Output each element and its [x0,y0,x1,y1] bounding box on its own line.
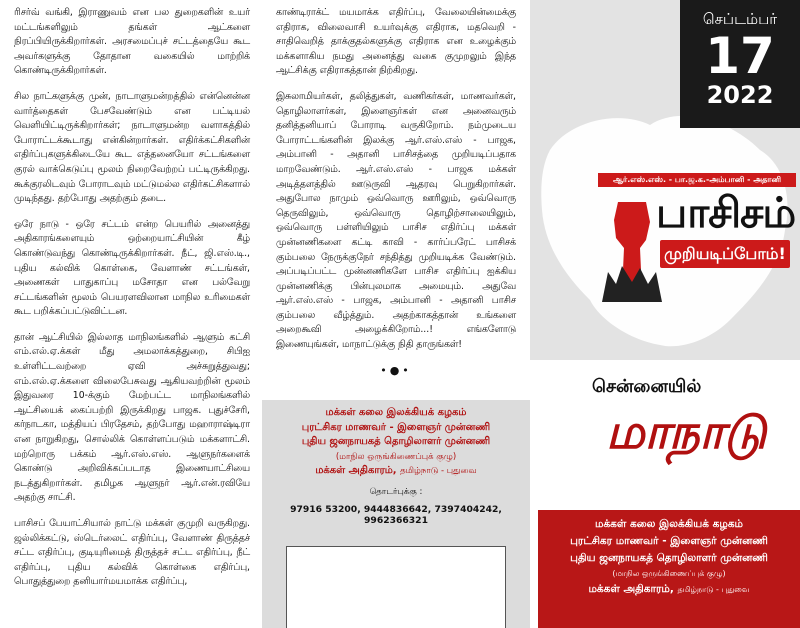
left-paragraph-4: தான் ஆட்சியில் இல்லாத மாநிலங்களில் ஆளும் கட்சி எம்.எல்.ஏ.க்கள் மீது அமலாக்கத்துறை, சிபிஐ உள்ளிட்டவற்றை ஏவி அச்சுறுத்துவது; எம்.எல்.ஏ.க்களை விலைபேசுவது ஆகியவற்றின் மூலம் இதுவரை 10-க்கும் மேற்பட்ட மாநிலங்களில் ஆட்சியைக் கைப்பற்றி இருக்கிறது பாஜக. புதுச்சேரி, கர்நாடகா, மத்தியப் பிரதேசம், தற்போது மஹாராஷ்டிரா என நாறுகிறது, சொல்லிக் கொள்ளப்படும் மக்களாட்சி. மற்றொரு பக்கம் ஆர்.எஸ்.எஸ். ஆளுநர்களைக் கொண்டு அறிவிக்கப்படாத இணையாட்சியை நடத்துகிறார்கள். தமிழக ஆளுநர் ஆர்.என்.ரவியே அதற்கு சாட்சி. [14,331,250,504]
defeat-slogan: முறியடிப்போம்! [660,240,790,268]
cover-org-line-4: (மாநில ஒருங்கிணைப்புக் குழு) [612,569,726,578]
org-line-5 [272,464,520,479]
cover-org-line-1: மக்கள் கலை இலக்கியக் கழகம் [595,518,743,530]
phone-numbers: 97916 53200, 9444836642, 7397404242, 9962366321 [290,503,502,526]
conference-title: மாநாடு [606,404,766,460]
event-year: 2022 [706,81,774,109]
raised-fist-icon [602,192,662,302]
cover-org-line-2: புரட்சிகர மாணவர் - இளைஞர் முன்னணி [570,535,768,547]
separator-dots: •●• [380,363,412,377]
middle-text-column [262,0,530,628]
middle-paragraph-1: காண்டிராக்ட் மயமாக்க எதிர்ப்பு, வேலையின்மைக்கு எதிராக, விலைவாசி உயர்வுக்கு எதிராக, மதவெறி - சாதிவெறித் தாக்குதல்களுக்கு எதிராக என உழைக்கும் மக்களாகிய நமது அனைத்து வகை குமுறலும் இந்த ஆட்சிக்கு எதிராகத்தான் நிற்கிறது. [276,7,516,77]
org-makkal-adhikaram: மக்கள் அதிகாரம், [315,465,397,477]
cover-org-region: தமிழ்நாடு - புதுவை [677,585,750,594]
left-paragraph-3: ஒரே நாடு - ஒரே சட்டம் என்ற பெயரில் அனைத்து அதிகாரங்களையும் ஒற்றையாட்சியின் கீழ் கொண்டுவந்து கொண்டிருக்கிறார்கள். நீட், ஜி.எஸ்.டி., புதிய கல்விக் கொள்கை, வேளாண் சட்டங்கள், அணைகள் பாதுகாப்பு மசோதா என பல்வேறு சட்டங்களின் மூலம் பெயரளவிலான மாநில உரிமைகள் கூட பறிக்கப்பட்டுவிட்டன. [14,218,250,318]
left-paragraph-5: பாசிசப் பேயாட்சியால் நாட்டு மக்கள் குமுறி வருகிறது. ஜல்லிக்கட்டு, ஸ்டெர்லைட் எதிர்ப்பு, வேளாண் திருத்தச் சட்ட எதிர்ப்பு, குடியுரிமைத் திருத்தச் சட்ட எதிர்ப்பு, நீட் எதிர்ப்பு, புதிய கல்விக் கொள்கை எதிர்ப்பு, பொதுத்துறை தனியார்மயமாக்க எதிர்ப்பு, [14,518,250,588]
org-line-4 [272,450,520,465]
org-line-2: புரட்சிகர மாணவர் - இளைஞர் முன்னணி [301,421,491,433]
cover-organizations-box [538,510,800,628]
city-label: சென்னையில் [592,376,702,397]
left-text-column [0,0,262,628]
event-date-box [680,0,800,128]
slogan-bar: ஆர்.எஸ்.எஸ். - பா.ஜ.க.-அம்பானி - அதானி [598,173,796,187]
organizations-box [262,400,530,628]
cover-panel [530,0,800,628]
cover-org-line-3: புதிய ஜனநாயகத் தொழிலாளர் முன்னணி [570,552,768,564]
cover-org-line-5 [538,581,800,598]
address-blank-box [286,546,506,628]
left-paragraph-1: ரிசர்வ் வங்கி, இராணுவம் என பல துறைகளின் உயர் மட்டங்களிலும் தங்கள் ஆட்களை நிரப்பியிருக்கிறார்கள். அரசமைப்புச் சட்டத்தையே கூட அவர்களுக்கு தோதான வகையில் மாற்றிக் கொண்டிருக்கிறார்கள். [14,7,250,77]
org-line-1: மக்கள் கலை இலக்கியக் கழகம் [325,407,467,418]
org-region: தமிழ்நாடு - புதுவை [400,466,477,477]
org-committee-note: (மாநில ஒருங்கிணைப்புக் குழு) [335,451,457,462]
cover-makkal-adhikaram: மக்கள் அதிகாரம், [588,583,674,595]
left-paragraph-2: சில நாட்களுக்கு முன், நாடாளுமன்றத்தில் என்னென்ன வார்த்தைகள் பேசவேண்டும் என பட்டியல் வெளியிட்டிருக்கிறார்கள்; நாடாளுமன்ற வளாகத்தில் போராட்டக்கூடாது என்கின்றார்கள். எதிர்க்கட்சிகளின் எதிர்ப்புகளுக்கிடையே கூட எத்தனையோ சட்டங்களை குரல் வாக்கெடுப்பு மூலம் நிறைவேற்றப் பட்டிருக்கிறது. கூக்குரலிடவும் போராடவும் மட்டுமல்ல எதிர்கட்சிகளால் முடிந்தது. தற்போது அதற்கும் தடை. [14,90,250,205]
org-line-3: புதிய ஜனநாயகத் தொழிலாளர் முன்னணி [301,436,491,448]
middle-paragraph-2: இசுலாமியர்கள், தலித்துகள், வணிகர்கள், மாணவர்கள், தொழிலாளர்கள், இளைஞர்கள் என அனைவரும் தனித்தனியாப் போராடி வருகிறோம். நம்முடைய போராட்டங்களின் இலக்கு ஆர்.எஸ்.எஸ் - பாஜக, அம்பானி - அதானி பாசிசத்தை முறியடிப்பதாக மாறவேண்டும். ஆர்.எஸ்.எஸ் - பாஜக மக்கள் அடித்தளத்தில் ஊடுருவி ஆதரவு பெறுகிறார்கள். அதுபோல நாமும் ஒவ்வொரு ஊரிலும், ஒவ்வொரு தெருவிலும், ஒவ்வொரு தொழிற்சாலையிலும், ஒவ்வொரு பள்ளியிலும் பாசிச எதிர்ப்பு மக்கள் முன்னணிகளை கட்டி காவி - கார்ப்பரேட் பாசிசக் கும்பலை நேருக்குநேர் சந்தித்து முறியடிக்க வேண்டும். அப்படிப்பட்ட முன்னணிகளே பாசிச எதிர்ப்பு ஐக்கிய முன்னணிக்கு பின்புலமாக அமையும். அதுவே ஆர்.எஸ்.எஸ் - பாஜக, அம்பானி - அதானி பாசிச கும்பலை வீழ்த்தும். அதற்காகத்தான் உங்களை அறைகூவி அழைக்கிறோம்...! எங்களோடு இணையுங்கள், மாநாட்டுக்கு நிதி தாருங்கள்! [276,90,516,351]
event-day: 17 [705,27,775,85]
contact-label: தொடர்புக்கு : [369,486,423,497]
event-month: செப்டம்பர் [702,10,778,28]
fascism-heading: பாசிசம் [656,188,796,237]
